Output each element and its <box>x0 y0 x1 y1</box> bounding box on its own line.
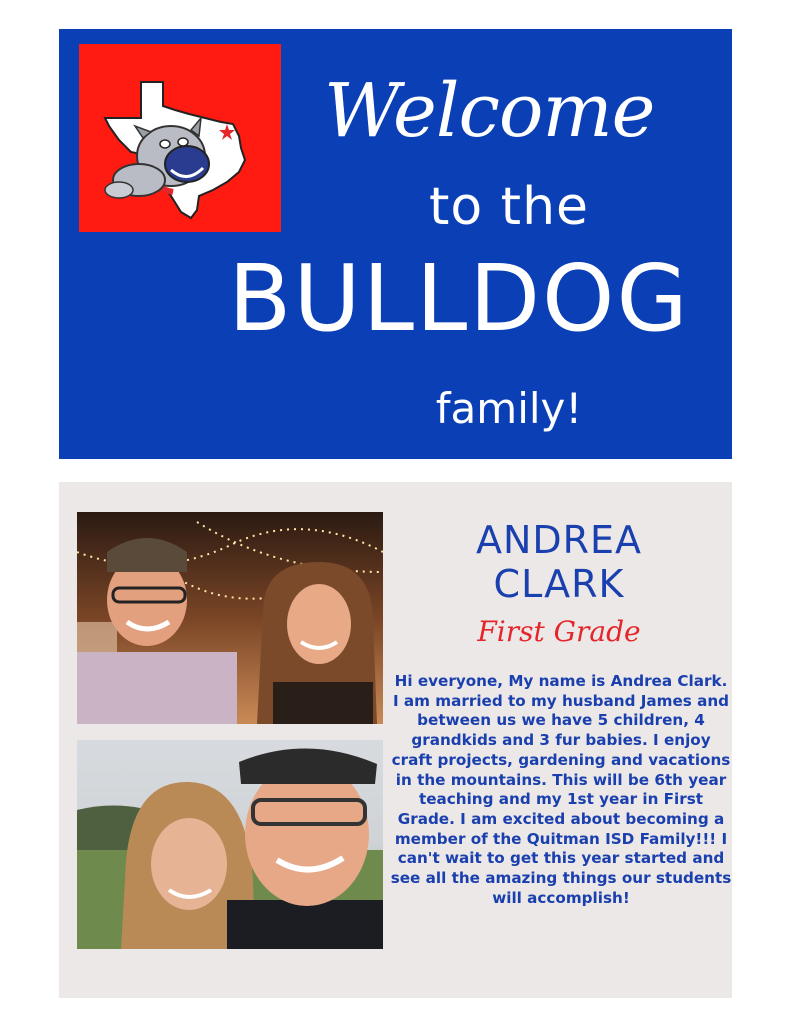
to-the-text: to the <box>428 177 590 237</box>
texas-bulldog-logo-icon <box>79 44 281 232</box>
welcome-heading: Welcome <box>324 68 655 154</box>
teacher-first-name: ANDREA <box>475 518 643 562</box>
family-text: family! <box>435 384 583 433</box>
profile-card <box>59 482 732 998</box>
teacher-bio: Hi everyone, My name is Andrea Clark. I am married to my husband James and between us we have 5 children, 4 grandkids and 3 fur babies. I enjoy craft projects, gardening and vacations in the mountains. This will be 6th year teaching and my 1st year in First Grade. I am excited about becoming a member of the Quitman ISD Family!!! I can't wait to get this year started and see all the amazing things our students will accomplish! <box>390 672 732 907</box>
teacher-name <box>399 518 719 606</box>
teacher-grade: First Grade <box>477 615 641 648</box>
couple-photo-outdoor <box>77 740 383 949</box>
welcome-banner <box>59 29 732 459</box>
couple-photo-indoor <box>77 512 383 724</box>
bulldog-heading: BULLDOG <box>228 245 690 352</box>
teacher-last-name: CLARK <box>493 562 625 606</box>
